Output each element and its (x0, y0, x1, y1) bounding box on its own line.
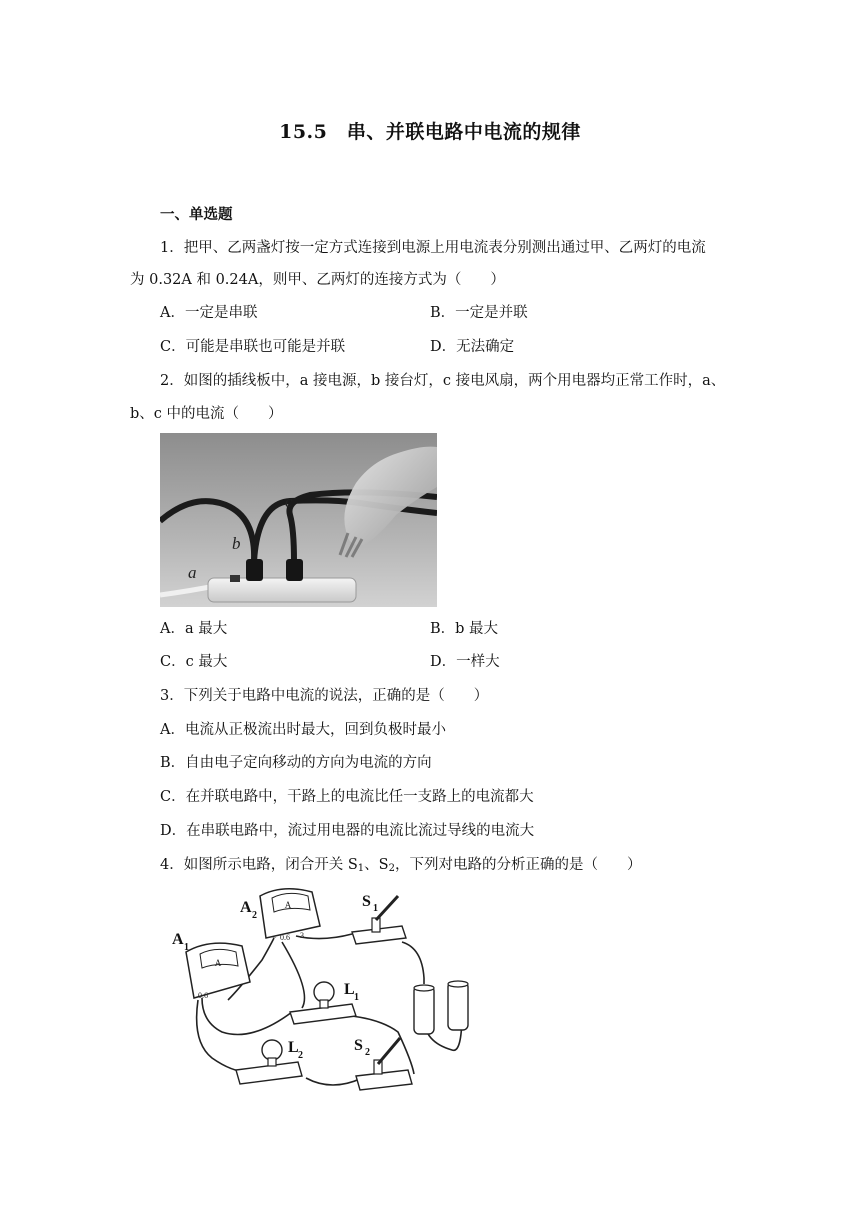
q1-option-d: D．无法确定 (430, 339, 515, 355)
svg-text:1: 1 (373, 903, 378, 914)
svg-text:3: 3 (300, 931, 304, 940)
q2-stem-line1: 2．如图的插线板中，a 接电源，b 接台灯，c 接电风扇，两个用电器均正常工作时，a、 (160, 373, 726, 389)
svg-text:1: 1 (184, 942, 189, 953)
svg-text:A: A (240, 899, 252, 916)
q2-option-a: A．a 最大 (160, 621, 228, 637)
q3-option-d: D．在串联电路中，流过用电器的电流比流过导线的电流大 (160, 823, 535, 839)
label-a: a (188, 563, 197, 582)
q3-option-b: B．自由电子定向移动的方向为电流的方向 (160, 755, 432, 771)
svg-text:0.6: 0.6 (198, 991, 208, 1000)
page-title: 15.5 串、并联电路中电流的规律 (279, 121, 581, 143)
svg-text:0.6: 0.6 (280, 933, 290, 942)
label-c: c (285, 492, 293, 511)
q1-option-b: B．一定是并联 (430, 305, 528, 321)
svg-text:A: A (284, 900, 292, 910)
q2-option-b: B．b 最大 (430, 621, 499, 637)
section-heading: 一、单选题 (160, 206, 233, 223)
lamp-l2 (236, 1039, 303, 1084)
svg-text:2: 2 (298, 1050, 303, 1061)
q3-stem: 3．下列关于电路中电流的说法，正确的是（ ） (160, 688, 489, 704)
circuit-diagram (162, 882, 482, 1100)
q1-option-c: C．可能是串联也可能是并联 (160, 339, 346, 355)
circuit-drawing (162, 882, 482, 1100)
q1-stem-line1: 1．把甲、乙两盏灯按一定方式连接到电源上用电流表分别测出通过甲、乙两灯的电流 (160, 240, 706, 256)
q2-stem-line2: b、c 中的电流（ ） (130, 406, 283, 422)
q3-option-c: C．在并联电路中，干路上的电流比任一支路上的电流都大 (160, 789, 534, 805)
ammeter-a2 (240, 889, 320, 942)
svg-text:2: 2 (365, 1047, 370, 1058)
power-strip-photo (160, 433, 437, 607)
q4-stem: 4．如图所示电路，闭合开关 $S_1$、$S_2$，下列对电路的分析正确的是（ ） (160, 857, 642, 874)
lamp-l1 (290, 981, 359, 1024)
svg-text:A: A (214, 958, 222, 968)
svg-text:S: S (354, 1037, 363, 1054)
svg-text:S: S (362, 893, 371, 910)
switch-s1 (352, 893, 406, 944)
q1-stem-line2: 为 0.32A 和 0.24A，则甲、乙两灯的连接方式为（ ） (130, 272, 505, 288)
svg-text:−: − (272, 933, 277, 942)
label-b: b (232, 534, 241, 553)
svg-text:2: 2 (252, 910, 257, 921)
q2-option-c: C．c 最大 (160, 654, 228, 670)
q3-option-a: A．电流从正极流出时最大，回到负极时最小 (160, 722, 446, 738)
power-strip-illustration (160, 433, 437, 607)
q1-option-a: A．一定是串联 (160, 305, 258, 321)
svg-text:A: A (172, 931, 184, 948)
svg-text:L: L (288, 1039, 299, 1056)
svg-text:L: L (344, 981, 355, 998)
q2-option-d: D．一样大 (430, 654, 500, 670)
battery-pair (414, 981, 468, 1034)
svg-text:1: 1 (354, 992, 359, 1003)
